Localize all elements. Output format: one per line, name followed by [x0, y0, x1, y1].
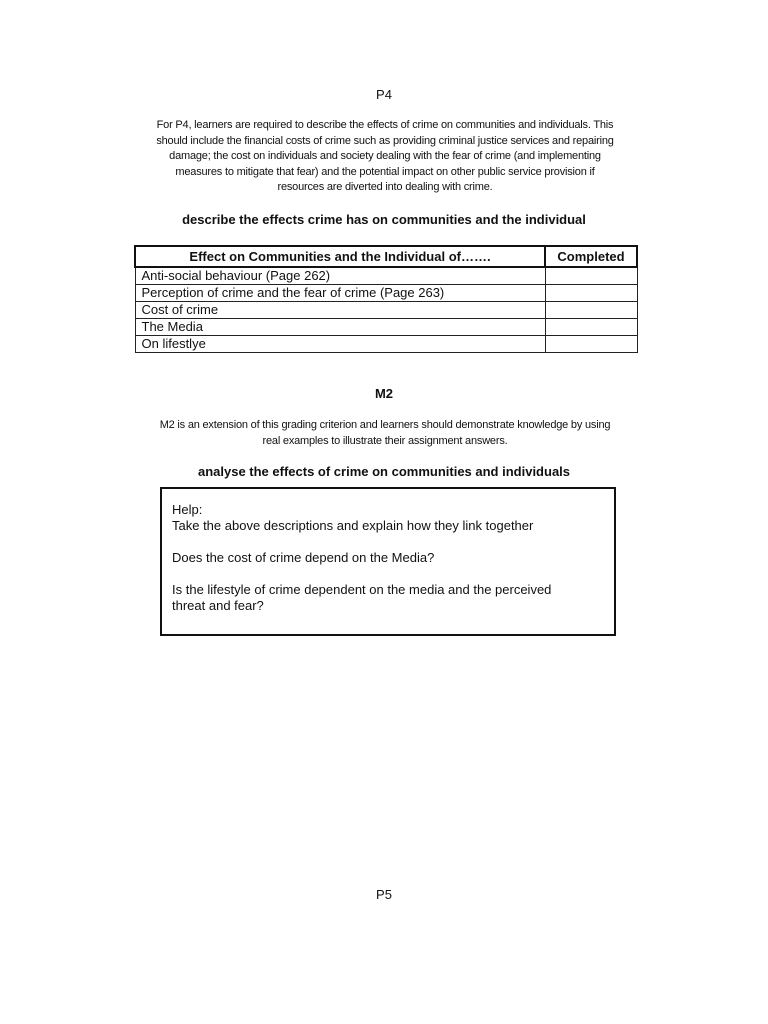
m2-task-title: analyse the effects of crime on communities and individuals	[197, 464, 571, 479]
help-line: threat and fear?	[172, 598, 264, 613]
table-row	[135, 319, 637, 336]
p5-heading: P5	[376, 887, 392, 902]
help-line: Is the lifestyle of crime dependent on the media and the perceived	[172, 582, 552, 597]
p4-intro-line: damage; the cost on individuals and society dealing with the fear of crime (and implementing	[169, 150, 601, 162]
completed-cell[interactable]	[545, 336, 637, 353]
m2-description	[140, 418, 630, 449]
p4-intro-line: For P4, learners are required to describe the effects of crime on communities and individuals. This	[156, 119, 614, 131]
effect-cell: Anti-social behaviour (Page 262)	[135, 267, 545, 285]
m2-description-line: real examples to illustrate their assignment answers.	[262, 434, 508, 447]
completed-cell[interactable]	[545, 267, 637, 285]
p4-intro-line: should include the financial costs of crime such as providing criminal justice services and repairing	[156, 134, 614, 147]
completed-cell[interactable]	[545, 302, 637, 319]
table-row	[135, 302, 637, 319]
help-line: Take the above descriptions and explain how they link together	[172, 518, 534, 533]
effect-cell: The Media	[135, 319, 545, 336]
completed-cell[interactable]	[545, 319, 637, 336]
help-box	[160, 487, 616, 636]
m2-description-line: M2 is an extension of this grading criterion and learners should demonstrate knowledge by using	[159, 419, 611, 431]
header-completed: Completed	[545, 246, 637, 267]
help-label: Help:	[172, 502, 203, 517]
help-line: Does the cost of crime depend on the Media?	[172, 550, 435, 565]
header-effect: Effect on Communities and the Individual of…….	[135, 246, 545, 267]
effect-cell: On lifestlye	[135, 336, 545, 353]
effect-cell: Perception of crime and the fear of crime (Page 263)	[135, 285, 545, 302]
p4-intro-text	[140, 118, 630, 196]
p4-heading: P4	[376, 87, 392, 102]
table-header-row	[135, 246, 637, 267]
table-row	[135, 336, 637, 353]
m2-heading: M2	[374, 386, 394, 401]
table-row	[135, 267, 637, 285]
p4-task-title: describe the effects crime has on communities and the individual	[182, 212, 586, 227]
p4-intro-line: measures to mitigate that fear) and the potential impact on other public service provision if	[175, 165, 595, 178]
table-row	[135, 285, 637, 302]
p4-intro-line: resources are diverted into dealing with crime.	[277, 181, 493, 193]
p4-criteria-table	[134, 245, 638, 353]
completed-cell[interactable]	[545, 285, 637, 302]
effect-cell: Cost of crime	[135, 302, 545, 319]
